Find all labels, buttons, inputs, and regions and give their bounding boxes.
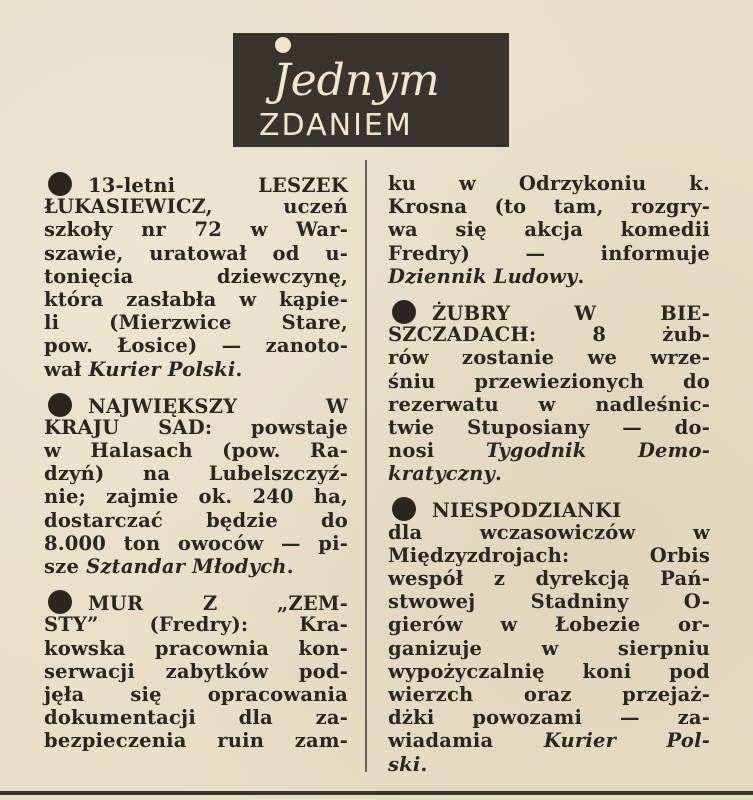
news-line: Fredry) — informuje <box>388 241 710 265</box>
news-line: 8.000 ton owoców — pi- <box>44 531 348 555</box>
column-divider <box>365 160 367 772</box>
header-title-line2: ZDANIEM <box>259 108 413 143</box>
news-line: gierów w Łobezie or- <box>388 613 710 637</box>
news-line: stwowej Stadniny O- <box>388 590 710 614</box>
news-line: ganizuje w sierpniu <box>388 636 710 660</box>
news-line: 13-letni LESZEK <box>88 174 348 197</box>
news-item-niespodzianki <box>388 497 710 775</box>
news-line: rów zostanie we wrze- <box>388 346 710 370</box>
news-line: Krosna (to tam, rozgry- <box>388 195 710 219</box>
news-line: KRAJU SAD: powstaje <box>44 415 348 439</box>
news-line: bezpieczenia ruin zam- <box>44 729 348 753</box>
news-line: MUR Z „ZEM- <box>88 592 348 616</box>
news-line: ŁUKASIEWICZ, uczeń <box>44 195 348 219</box>
bullet-icon <box>48 393 72 417</box>
publication-name: Dziennik Ludowy <box>388 264 578 288</box>
news-line: nosi <box>388 439 435 463</box>
news-line: wiadamia <box>388 729 494 753</box>
news-item-zubry <box>388 300 710 486</box>
news-line: która zasłabła w kąpie- <box>44 287 348 311</box>
news-line: NAJWIĘKSZY W <box>88 394 348 418</box>
news-line: Międzyzdrojach: Orbis <box>388 543 710 567</box>
news-line: wespół z dyrekcją Pań- <box>388 567 710 590</box>
news-line: śniu przewiezionych do <box>388 369 710 393</box>
publication-name: kratyczny <box>388 462 496 486</box>
news-line: pow. Łosice) — zanoto- <box>44 334 348 358</box>
punctuation: . <box>495 462 503 486</box>
punctuation: . <box>286 555 294 578</box>
publication-name: Sztandar Młodych <box>86 555 287 578</box>
punctuation: . <box>577 264 585 288</box>
header-lettering <box>233 33 509 147</box>
bullet-icon <box>48 590 72 614</box>
news-line: dostarczać będzie do <box>44 508 348 532</box>
news-item-mur <box>44 590 348 752</box>
news-line: nie; zajmie ok. 240 ha, <box>44 485 348 509</box>
news-line: rezerwatu w nadleśnic- <box>388 392 710 416</box>
news-item-mur-cont <box>388 172 710 288</box>
news-line: dzyń) na Lubelszczyź- <box>44 462 348 486</box>
news-line: tonięcia dziewczynę, <box>44 264 348 288</box>
bullet-icon <box>392 300 416 324</box>
news-line: serwacji zabytków pod- <box>44 659 348 683</box>
news-line: dżki powozami — za- <box>388 706 710 730</box>
news-line: wał <box>44 357 82 381</box>
section-header <box>233 33 509 147</box>
news-line: STY” (Fredry): Kra- <box>44 613 348 637</box>
news-line: dokumentacji dla za- <box>44 706 348 730</box>
news-line: SZCZADACH: 8 żub- <box>388 323 710 347</box>
publication-name: Kurier Pol- <box>543 729 710 753</box>
news-line: wa się akcja komedii <box>388 218 710 242</box>
news-line: szkoły nr 72 w War- <box>44 218 348 242</box>
publication-name: Tygodnik Demo- <box>485 439 710 463</box>
news-line: kowska pracownia kon- <box>44 636 348 660</box>
publication-name: ski <box>388 752 421 776</box>
publication-name: Kurier Polski <box>88 357 236 381</box>
news-line: w Halasach (pow. Ra- <box>44 439 348 463</box>
punctuation: . <box>420 752 428 776</box>
news-line: jęła się opracowania <box>44 682 348 706</box>
header-dot-icon <box>275 37 291 53</box>
news-line: ŻUBRY W BIE- <box>432 301 710 325</box>
left-column <box>44 172 348 765</box>
bullet-icon <box>392 497 416 521</box>
news-line: wypożyczalnię koni pod <box>388 659 710 683</box>
news-line: twie Stuposiany — do- <box>388 415 710 439</box>
news-item-lukasiewicz <box>44 172 348 381</box>
news-line: sze <box>44 555 80 578</box>
bullet-icon <box>48 172 72 196</box>
news-line: li (Mierzwice Stare, <box>44 311 348 335</box>
right-column <box>388 172 710 788</box>
header-title-line1: Jednym <box>273 55 440 106</box>
news-item-sad <box>44 393 348 579</box>
news-line: szawie, uratował od u- <box>44 241 348 265</box>
bottom-rule <box>0 791 753 795</box>
news-line: wierzch oraz przejaż- <box>388 682 710 706</box>
news-line: dla wczasowiczów w <box>388 520 710 544</box>
news-line: NIESPODZIANKI <box>432 499 622 523</box>
punctuation: . <box>235 357 243 381</box>
news-line: ku w Odrzykoniu k. <box>388 172 710 195</box>
